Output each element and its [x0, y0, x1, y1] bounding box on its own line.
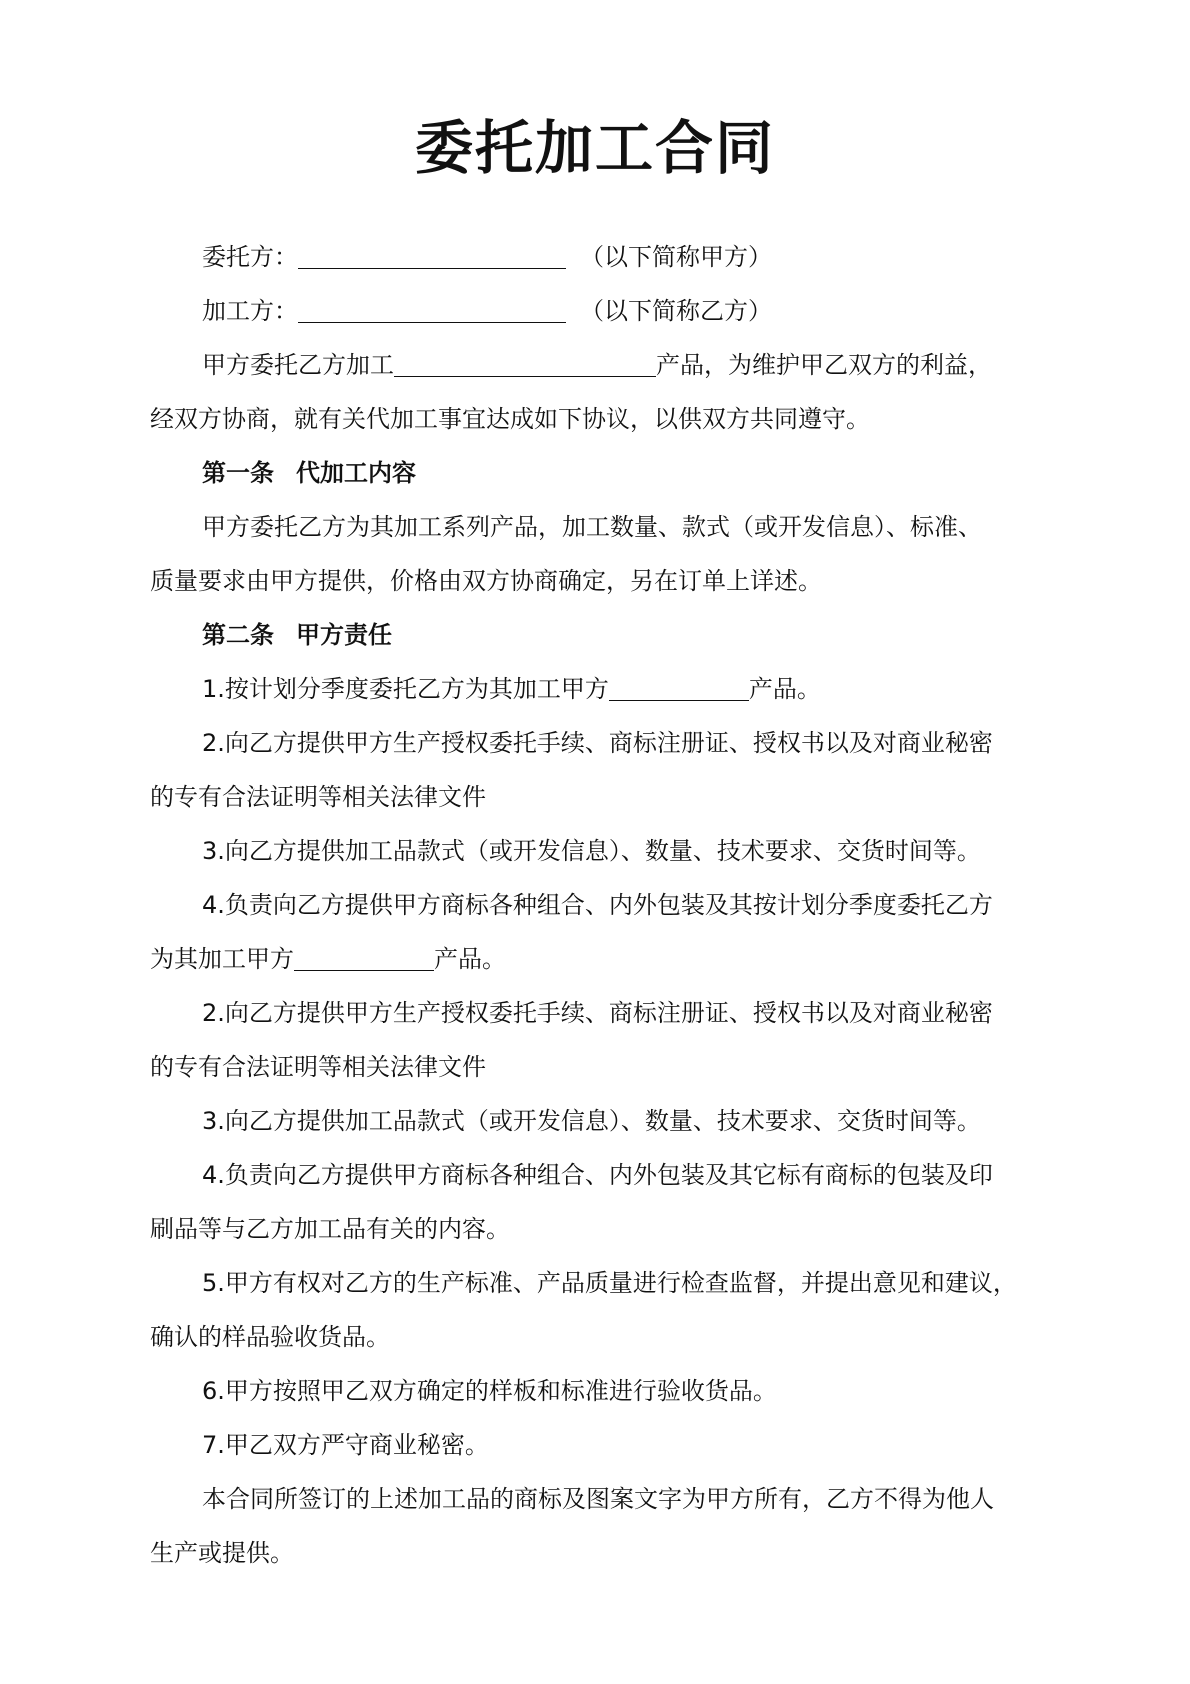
article2-item-4-line-1: 4.负责向乙方提供甲方商标各种组合、内外包装及其按计划分季度委托乙方 [202, 891, 993, 919]
article1-paragraph-line-1: 甲方委托乙方为其加工系列产品，加工数量、款式（或开发信息）、标准、 [202, 513, 982, 541]
processor-label: 加工方： [202, 297, 298, 325]
intro-part2: 产品，为维护甲乙双方的利益， [656, 351, 992, 379]
article1-number: 第一条 [202, 459, 274, 487]
article2-item-3: 3.向乙方提供加工品款式（或开发信息）、数量、技术要求、交货时间等。 [202, 837, 981, 865]
client-note: （以下简称甲方） [580, 243, 772, 271]
article2-item-4b-line-1: 4.负责向乙方提供甲方商标各种组合、内外包装及其它标有商标的包装及印 [202, 1161, 993, 1189]
article2-number: 第二条 [202, 621, 274, 649]
closing-line-1: 本合同所签订的上述加工品的商标及图案文字为甲方所有，乙方不得为他人 [202, 1485, 994, 1513]
article2-item-2-line-1: 2.向乙方提供甲方生产授权委托手续、商标注册证、授权书以及对商业秘密 [202, 729, 993, 757]
article2-item-6: 6.甲方按照甲乙双方确定的样板和标准进行验收货品。 [202, 1377, 777, 1405]
article2-item-2b-line-1: 2.向乙方提供甲方生产授权委托手续、商标注册证、授权书以及对商业秘密 [202, 999, 993, 1027]
article2-item-4b-line-2: 刷品等与乙方加工品有关的内容。 [150, 1215, 510, 1243]
intro-line-1 [150, 338, 1050, 392]
article2-item-5-line-2: 确认的样品验收货品。 [150, 1323, 390, 1351]
item4-product-blank[interactable] [294, 940, 434, 971]
item4-text-b: 产品。 [434, 945, 506, 973]
article1-paragraph-line-2: 质量要求由甲方提供，价格由双方协商确定，另在订单上详述。 [150, 567, 822, 595]
article2-title: 甲方责任 [296, 621, 392, 649]
article1-heading [150, 446, 1050, 500]
processor-line [150, 284, 1050, 338]
document-body [150, 230, 1050, 1580]
article1-title: 代加工内容 [296, 459, 416, 487]
client-line [150, 230, 1050, 284]
item1-text-a: 1.按计划分季度委托乙方为其加工甲方 [202, 675, 609, 703]
article2-item-7: 7.甲乙双方严守商业秘密。 [202, 1431, 489, 1459]
article2-item-5-line-1: 5.甲方有权对乙方的生产标准、产品质量进行检查监督，并提出意见和建议， [202, 1269, 1017, 1297]
intro-part1: 甲方委托乙方加工 [202, 351, 394, 379]
processor-note: （以下简称乙方） [580, 297, 772, 325]
client-label: 委托方： [202, 243, 298, 271]
article2-item-2b-line-2: 的专有合法证明等相关法律文件 [150, 1053, 486, 1081]
product-name-blank[interactable] [394, 346, 656, 377]
article2-item-2-line-2: 的专有合法证明等相关法律文件 [150, 783, 486, 811]
document-title: 委托加工合同 [414, 114, 775, 182]
article2-item-3b: 3.向乙方提供加工品款式（或开发信息）、数量、技术要求、交货时间等。 [202, 1107, 981, 1135]
item1-text-b: 产品。 [748, 675, 821, 703]
client-name-blank[interactable] [298, 238, 566, 269]
article2-item-1 [150, 662, 1050, 716]
article2-heading [150, 608, 1050, 662]
article2-item-4-line-2 [150, 932, 1050, 986]
closing-line-2: 生产或提供。 [150, 1539, 294, 1567]
item1-product-blank[interactable] [609, 670, 749, 701]
intro-line-2: 经双方协商，就有关代加工事宜达成如下协议，以供双方共同遵守。 [150, 405, 870, 433]
item4-text-a: 为其加工甲方 [150, 945, 294, 973]
processor-name-blank[interactable] [298, 292, 566, 323]
